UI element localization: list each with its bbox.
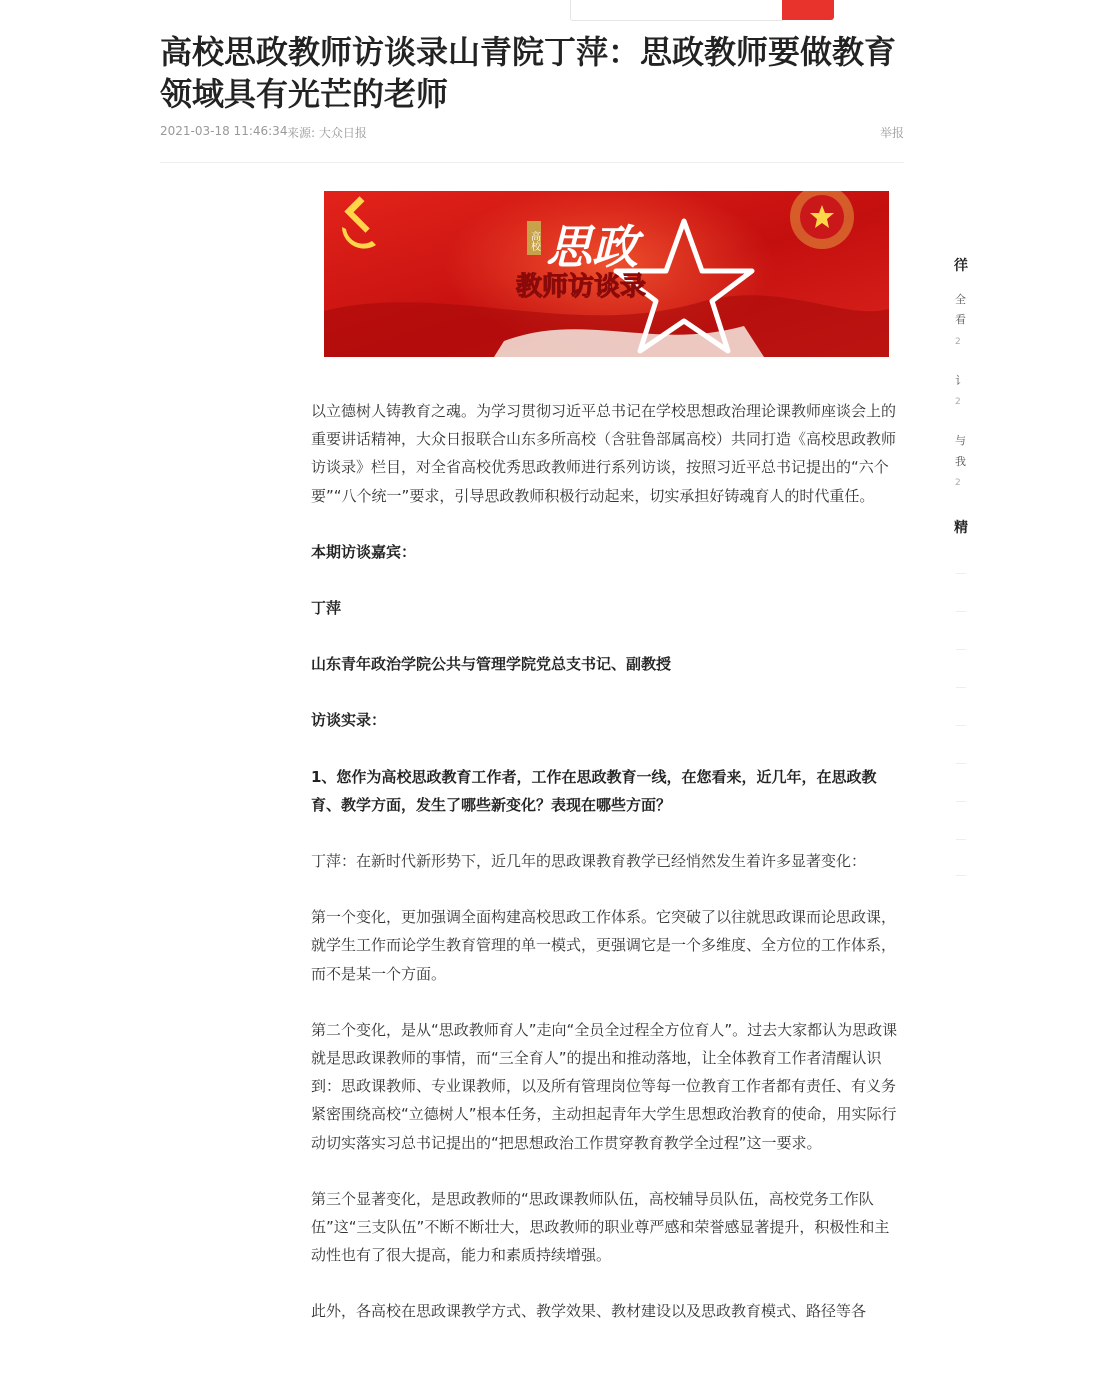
banner-title-sub: 教师访谈录 [516,272,647,302]
header-divider [160,162,904,163]
sidebar-divider [956,875,966,876]
body-paragraph: 第一个变化，更加强调全面构建高校思政工作体系。它突破了以往就思政课而论思政课，就学生工作而论学生教育管理的单一模式，更强调它是一个多维度、全方位的工作体系，而不是某一个方面。 [311,908,897,983]
sidebar-item-text[interactable]: 我 [955,455,966,468]
sidebar-item-text[interactable]: 看 [955,313,966,326]
body-paragraph: 访谈实录： [311,711,387,730]
body-paragraph: 1、您作为高校思政教育工作者，工作在思政教育一线，在您看来，近几年，在思政教育、教学方面，发生了哪些新变化？表现在哪些方面？ [311,767,877,814]
sidebar-item-date: 2 [955,337,961,347]
sidebar-divider [956,763,966,764]
sidebar-heading: 徉 [954,258,968,274]
body-paragraph: 以立德树人铸教育之魂。为学习贯彻习近平总书记在学校思想政治理论课教师座谈会上的重要讲话精神，大众日报联合山东多所高校（含驻鲁部属高校）共同打造《高校思政教师访谈录》栏目，对全省高校优秀思政教师进行系列访谈，按照习近平总书记提出的“六个要”“八个统一”要求，引导思政教师积极行动起来，切实承担好铸魂育人的时代重任。 [311,402,897,505]
search-input[interactable] [570,0,784,21]
sidebar-divider [956,801,966,802]
article-meta [160,124,904,142]
banner-image [324,191,889,357]
sidebar-divider [956,573,966,574]
sidebar-item-text[interactable]: 与 [955,434,966,447]
body-paragraph: 第三个显著变化，是思政教师的“思政课教师队伍，高校辅导员队伍，高校党务工作队伍”这“三支队伍”不断不断壮大，思政教师的职业尊严感和荣誉感显著提升，积极性和主动性也有了很大提高，能力和素质持续增强。 [311,1189,890,1265]
right-sidebar [952,255,972,895]
article-body [311,397,903,1354]
sidebar-item-date: 2 [955,478,961,488]
sidebar-divider [956,725,966,726]
banner-graphic [324,191,889,357]
publish-date: 2021-03-18 11:46:34 [160,124,288,138]
body-paragraph: 此外，各高校在思政课教学方式、教学效果、教材建设以及思政教育模式、路径等各 [311,1302,867,1321]
sidebar-item-date: 2 [955,397,961,407]
sidebar-divider [956,649,966,650]
body-paragraph: 第二个变化，是从“思政教师育人”走向“全员全过程全方位育人”。过去大家都认为思政课就是思政课教师的事情，而“三全育人”的提出和推动落地，让全体教育工作者清醒认识到：思政课教师、专业课教师，以及所有管理岗位等每一位教育工作者都有责任、有义务紧密围绕高校“立德树人”根本任务，主动担起青年大学生思想政治教育的使命，用实际行动切实落实习总书记提出的“把思想政治工作贯穿教育教学全过程”这一要求。 [311,1020,898,1152]
search-button[interactable] [782,0,834,20]
banner-tag: 高校 [528,231,540,251]
sidebar-divider [956,687,966,688]
banner-title-main: 思政 [546,220,638,274]
article-source: 来源: 大众日报 [287,126,367,140]
sidebar-item-text[interactable]: 讠 [955,374,966,387]
body-paragraph: 丁萍 [311,599,342,618]
sidebar-divider [956,839,966,840]
body-paragraph: 丁萍：在新时代新形势下，近几年的思政课教育教学已经悄然发生着许多显著变化： [311,852,867,871]
body-paragraph: 山东青年政治学院公共与管理学院党总支书记、副教授 [311,655,672,674]
sidebar-heading: 精 [954,520,968,536]
report-link[interactable]: 举报 [879,126,904,140]
body-paragraph: 本期访谈嘉宾： [311,542,417,561]
article-title: 高校思政教师访谈录山青院丁萍：思政教师要做教育领域具有光芒的老师 [160,33,897,113]
sidebar-divider [956,611,966,612]
sidebar-item-text[interactable]: 全 [955,293,966,306]
